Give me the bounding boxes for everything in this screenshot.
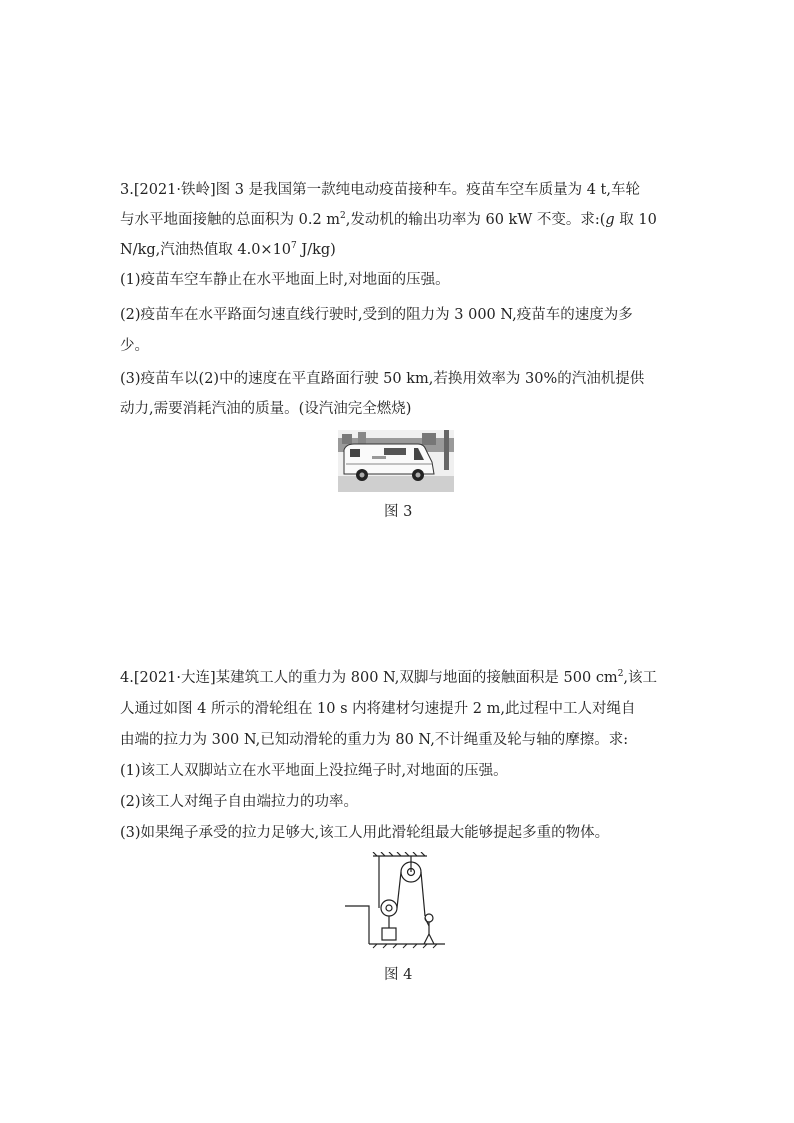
q3-subquestion-3-line-2: 动力,需要消耗汽油的质量。(设汽油完全燃烧)	[120, 401, 412, 417]
q3-stem-line-3: N/kg,汽油热值取 $4.0\times 10^7$ J/kg)	[120, 241, 336, 258]
q3-subquestion-2-line-1: (2)疫苗车在水平路面匀速直线行驶时,受到的阻力为 3 000 N,疫苗车的速度为多	[120, 307, 633, 323]
q4-subquestion-2: (2)该工人对绳子自由端拉力的功率。	[120, 794, 359, 810]
q3-subquestion-3-line-1: (3)疫苗车以(2)中的速度在平直路面行驶 50 km,若换用效率为 30%的汽油机提供	[120, 371, 645, 387]
q3-subquestion-1: (1)疫苗车空车静止在水平地面上时,对地面的压强。	[120, 272, 450, 288]
vaccine-vehicle-photo	[338, 430, 454, 492]
q3-subquestion-2-line-2: 少。	[120, 338, 149, 354]
q4-stem-line-2: 人通过如图 4 所示的滑轮组在 10 s 内将建材匀速提升 2 m,此过程中工人对绳自	[120, 701, 636, 717]
pulley-system-diagram	[343, 852, 449, 952]
q4-subquestion-1: (1)该工人双脚站立在水平地面上没拉绳子时,对地面的压强。	[120, 763, 508, 779]
q3-stem-line-1: 3.[2021·铁岭]图 3 是我国第一款纯电动疫苗接种车。疫苗车空车质量为 4 t,车轮	[120, 182, 640, 198]
q4-stem-line-1: 4.[2021·大连]某建筑工人的重力为 800 N,双脚与地面的接触面积是 500 $cm^2$,该工	[120, 669, 658, 686]
figure-4-caption: 图 4	[384, 967, 413, 983]
q4-subquestion-3: (3)如果绳子承受的拉力足够大,该工人用此滑轮组最大能够提起多重的物体。	[120, 825, 610, 841]
q4-stem-line-3: 由端的拉力为 300 N,已知动滑轮的重力为 80 N,不计绳重及轮与轴的摩擦。求:	[120, 732, 629, 748]
q3-stem-line-2: 与水平地面接触的总面积为 0.2 $m^2$,发动机的输出功率为 60 kW 不变。求:(g 取 10	[120, 211, 657, 228]
figure-3-caption: 图 3	[384, 504, 413, 520]
